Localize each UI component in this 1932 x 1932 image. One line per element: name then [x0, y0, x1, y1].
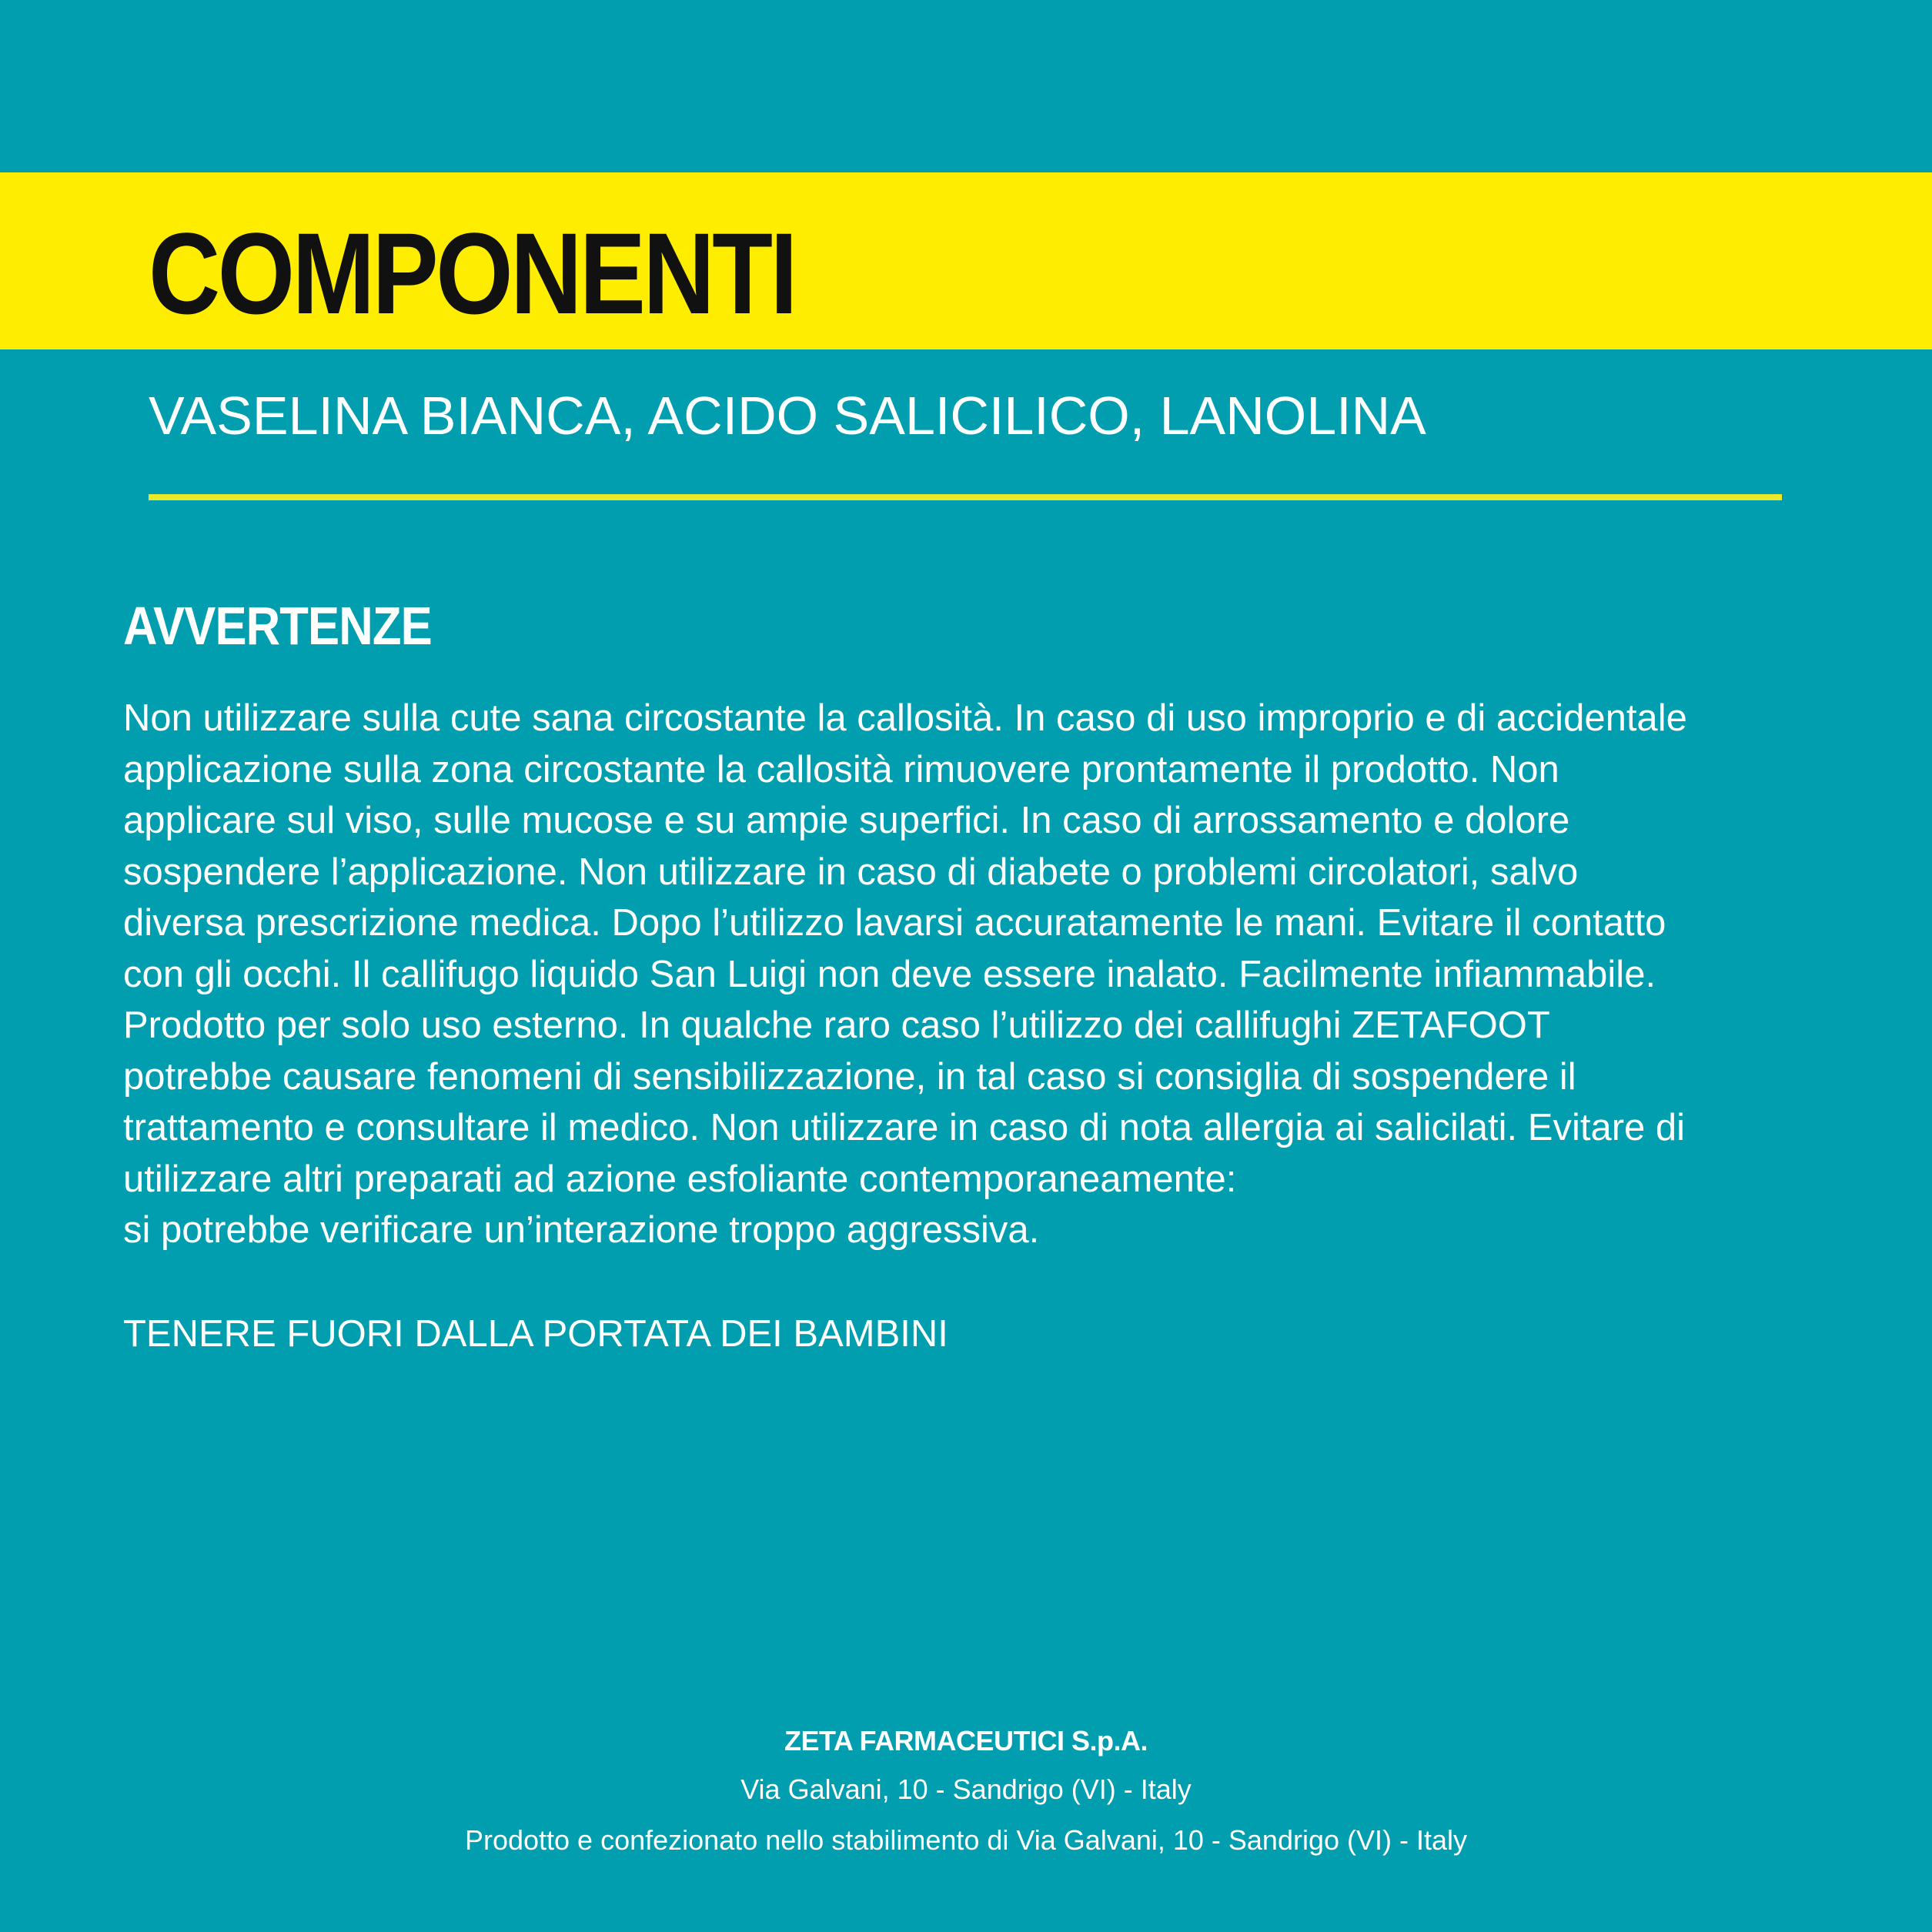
- page-title: COMPONENTI: [149, 209, 795, 338]
- warning-line: sospendere l’applicazione. Non utilizzare in caso di diabete o problemi circolatori, salvo: [123, 851, 1579, 893]
- divider: [149, 494, 1782, 500]
- warning-line: diversa prescrizione medica. Dopo l’utilizzo lavarsi accuratamente le mani. Evitare il contatto: [123, 902, 1666, 944]
- company-name: ZETA FARMACEUTICI S.p.A.: [784, 1725, 1148, 1757]
- warning-line: Prodotto per solo uso esterno. In qualche raro caso l’utilizzo dei callifughi ZETAFOOT: [123, 1004, 1550, 1046]
- warning-line: con gli occhi. Il callifugo liquido San Luigi non deve essere inalato. Facilmente infiammabile.: [123, 953, 1656, 995]
- warning-line: applicare sul viso, sulle mucose e su ampie superfici. In caso di arrossamento e dolore: [123, 800, 1570, 841]
- warning-line: applicazione sulla zona circostante la callosità rimuovere prontamente il prodotto. Non: [123, 748, 1559, 791]
- footer: [0, 1718, 1932, 1866]
- warnings-heading: AVVERTENZE: [123, 596, 432, 656]
- warning-line: potrebbe causare fenomeni di sensibilizzazione, in tal caso si consiglia di sospendere il: [123, 1055, 1576, 1098]
- warning-line: si potrebbe verificare un’interazione troppo aggressiva.: [123, 1209, 1040, 1251]
- title-band: [0, 172, 1932, 349]
- warning-line: Non utilizzare sulla cute sana circostante la callosità. In caso di uso improprio e di accidentale: [123, 697, 1687, 739]
- company-address: Via Galvani, 10 - Sandrigo (VI) - Italy: [740, 1773, 1192, 1805]
- children-notice: TENERE FUORI DALLA PORTATA DEI BAMBINI: [123, 1313, 948, 1355]
- ingredients-list: VASELINA BIANCA, ACIDO SALICILICO, LANOLINA: [149, 386, 1426, 446]
- production-note: Prodotto e confezionato nello stabilimento di Via Galvani, 10 - Sandrigo (VI) - Italy: [464, 1824, 1468, 1856]
- warnings-text: [123, 693, 1687, 1256]
- warning-line: trattamento e consultare il medico. Non utilizzare in caso di nota allergia ai salicilati. Evitare di: [123, 1107, 1686, 1148]
- warning-line: utilizzare altri preparati ad azione esfoliante contemporaneamente:: [123, 1158, 1237, 1200]
